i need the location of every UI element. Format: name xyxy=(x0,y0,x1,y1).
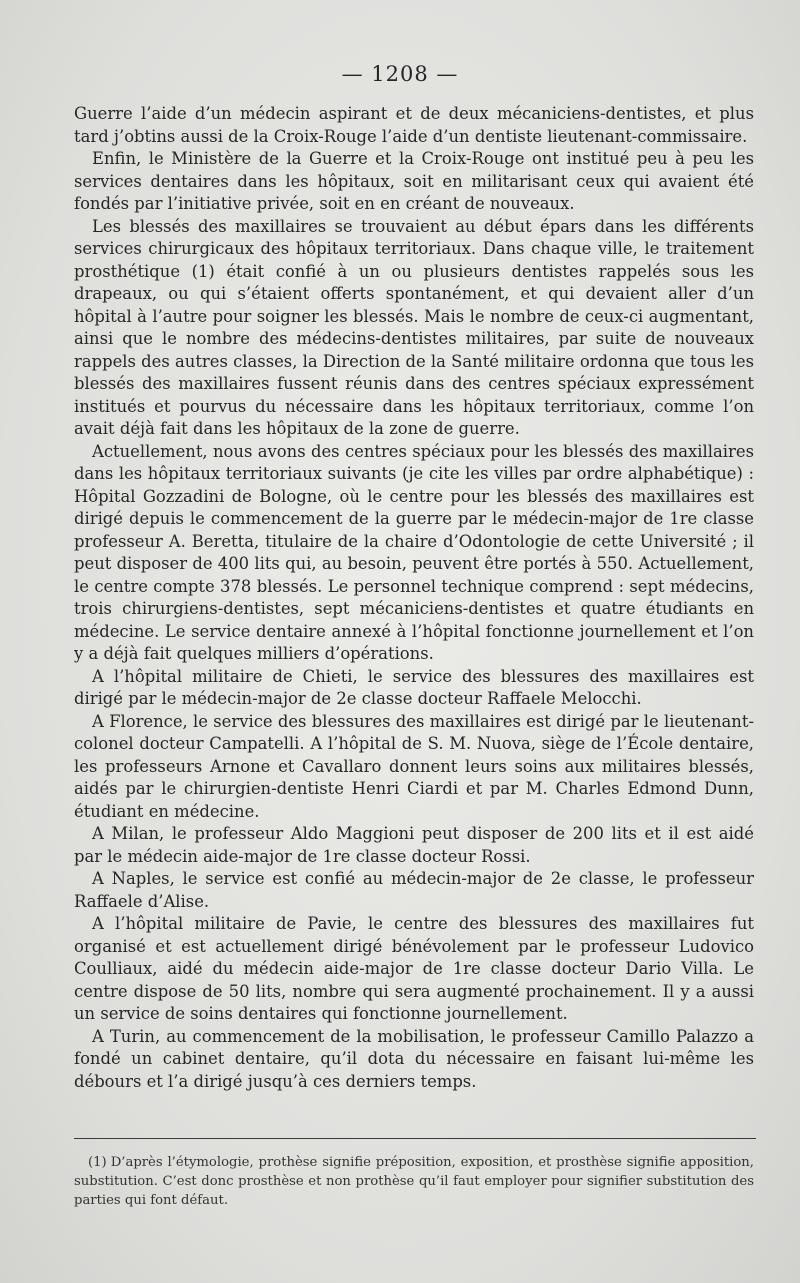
paragraph-8: A Naples, le service est confié au médecin-major de 2e classe, le professeur Raffaele d’Alise. xyxy=(74,869,754,911)
paragraph-5: A l’hôpital militaire de Chieti, le service des blessures des maxillaires est dirigé par le médecin-major de 2e classe docteur Raffaele Melocchi. xyxy=(74,666,754,708)
paragraph-6: A Florence, le service des blessures des maxillaires est dirigé par le lieutenant-colonel docteur Campatelli. A l’hôpital de S. M. Nuova, siège de l’École dentaire, les professeurs Arnone et Cavallaro donnent leurs soins aux militaires blessés, aidés par le chirurgien-dentiste Henri Ciardi et par M. Charles Edmond Dunn, étudiant en médecine. xyxy=(74,711,754,821)
paragraph-3: Les blessés des maxillaires se trouvaient au début épars dans les différents services chirurgicaux des hôpitaux territoriaux. Dans chaque ville, le traitement prosthétique (1) était confié à un ou plusieurs dentistes rappelés sous les drapeaux, ou qui s’étaient offerts spontanément, et qui devaient aller d’un hôpital à l’autre pour soigner les blessés. Mais le nombre de ceux-ci augmentant, ainsi que le nombre des médecins-dentistes militaires, par suite de nouveaux rappels des autres classes, la Direction de la Santé militaire ordonna que tous les blessés des maxillaires fussent réunis dans des centres spéciaux expressément institués et pourvus du nécessaire dans les hôpitaux territoriaux, comme l’on avait déjà fait dans les hôpitaux de la zone de guerre. xyxy=(74,216,754,438)
paragraph-2: Enfin, le Ministère de la Guerre et la Croix-Rouge ont institué peu à peu les services dentaires dans les hôpitaux, soit en militarisant ceux qui avaient été fondés par l’initiative privée, soit en en créant de nouveaux. xyxy=(74,149,754,213)
paragraph-1: Guerre l’aide d’un médecin aspirant et de deux mécaniciens-dentistes, et plus tard j’obtins aussi de la Croix-Rouge l’aide d’un dentiste lieutenant-commissaire. xyxy=(74,104,754,146)
paragraph-10: A Turin, au commencement de la mobilisation, le professeur Camillo Palazzo a fondé un cabinet dentaire, qu’il dota du nécessaire en faisant lui-même les débours et l’a dirigé jusqu’à ces derniers temps. xyxy=(74,1026,754,1091)
footnote xyxy=(74,1153,754,1210)
paragraph-7: A Milan, le professeur Aldo Maggioni peut disposer de 200 lits et il est aidé par le médecin aide-major de 1re classe docteur Rossi. xyxy=(74,824,754,866)
paragraph-4: Actuellement, nous avons des centres spéciaux pour les blessés des maxillaires dans les hôpitaux territoriaux suivants (je cite les villes par ordre alphabétique) : Hôpital Gozzadini de Bologne, où le centre pour les blessés des maxillaires est dirigé depuis le commencement de la guerre par le médecin-major de 1re classe professeur A. Beretta, titulaire de la chaire d’Odontologie de cette Université ; il peut disposer de 400 lits qui, au besoin, peuvent être portés à 550. Actuellement, le centre compte 378 blessés. Le personnel technique comprend : sept médecins, trois chirurgiens-dentistes, sept mécaniciens-dentistes et quatre étudiants en médecine. Le service dentaire annexé à l’hôpital fonctionne journellement et l’on y a déjà fait quelques milliers d’opérations. xyxy=(74,441,754,663)
footnote-divider xyxy=(74,1138,756,1139)
page-number: — 1208 — xyxy=(341,62,459,86)
footnote-text: D’après l’étymologie, prothèse signifie préposition, exposition, et prosthèse signifie apposition, substitution. C’est donc prosthèse et non prothèse qu’il faut employer pour signifier substitution des parties qui font défaut. xyxy=(74,1155,754,1208)
body-text xyxy=(74,103,754,1093)
footnote-marker: (1) xyxy=(88,1155,107,1170)
paragraph-9: A l’hôpital militaire de Pavie, le centre des blessures des maxillaires fut organisé et est actuellement dirigé bénévolement par le professeur Ludovico Coulliaux, aidé du médecin aide-major de 1re classe docteur Dario Villa. Le centre dispose de 50 lits, nombre qui sera augmenté prochainement. Il y a aussi un service de soins dentaires qui fonctionne journellement. xyxy=(74,914,754,1023)
